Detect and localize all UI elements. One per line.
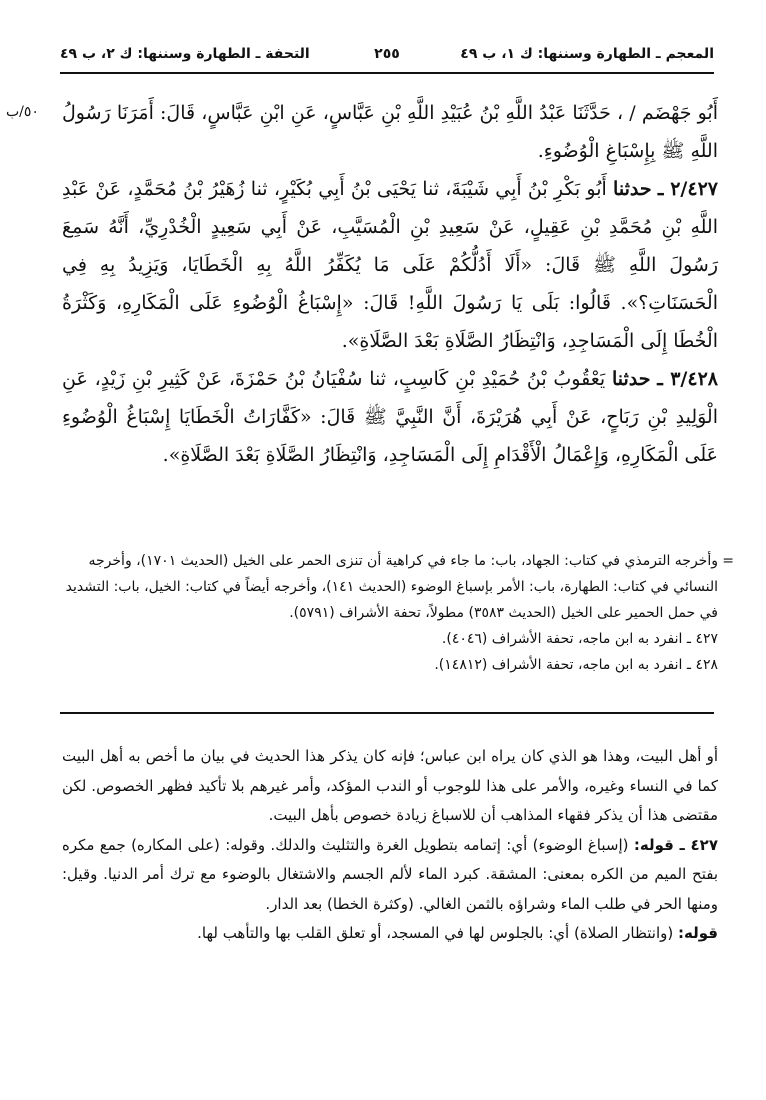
hadith-text-block (62, 94, 718, 474)
section-divider (60, 712, 714, 714)
reference-426: وأخرجه الترمذي في كتاب: الجهاد، باب: ما جاء في كراهية أن تنزى الحمر على الخيل (الحديث ١٧٠١)، وأخرجه النسائي في كتاب: الطهارة، باب: الأمر بإسباغ الوضوء (الحديث ١٤١)، وأخرجه أيضاً في كتاب: الخيل، باب: التشديد في حمل الحمير على الخيل (الحديث ٣٥٨٣) مطولاً، تحفة الأشراف (٥٧٩١). (65, 553, 718, 621)
header-rule (60, 72, 714, 74)
commentary-3-text: (وانتظار الصلاة) أي: بالجلوس لها في المسجد، أو تعلق القلب بها والتأهب لها. (197, 924, 674, 942)
commentary-paragraph-3 (62, 919, 718, 949)
commentary-paragraph-1: أو أهل البيت، وهذا هو الذي كان يراه ابن عباس؛ فإنه كان يذكر هذا الحديث في بيان ما أخص به أهل البيت كما في النساء وغيره، والأمر على هذا للوجوب أو الندب المؤكد، وأمر غيرهم بلا تأكيد فظهر الخصوص. لكن مقتضى هذا أن يذكر فقهاء المذاهب أن للاسباغ زيادة خصوص بأهل البيت. (62, 747, 718, 824)
hadith-426-tail: أَبُو جَهْضَم / ، حَدَّثَنَا عَبْدُ اللَّهِ بْنُ عُبَيْدِ اللَّهِ بْنِ عَبَّاسٍ، عَنِ ابْنِ عَبَّاسٍ، قَالَ: أَمَرَنَا رَسُولُ اللَّهِ ﷺ بِإِسْبَاغِ الْوُضُوءِ. (62, 102, 718, 162)
commentary-427-text: (إسباغ الوضوء) أي: إتمامه بتطويل الغرة والتثليث والدلك. وقوله: (على المكاره) جمع مكره بفتح الميم من الكره بمعنى: المشقة. كبرد الماء لألم الجسم والاشتغال بالوضوء مع ترك أمر الدنيا. وقيل: ومنها الحر في طلب الماء وشراؤه بالثمن الغالي. (وكثرة الخطا) بعد الدار. (62, 835, 718, 913)
page-number: ٢٥٥ (374, 46, 400, 62)
hadith-427 (62, 170, 718, 360)
reference-428: ٤٢٨ ـ انفرد به ابن ماجه، تحفة الأشراف (١٤٨١٢). (434, 657, 718, 673)
commentary-427-label: ٤٢٧ ـ قوله: (633, 835, 718, 854)
running-header (60, 40, 714, 74)
hadith-428-chain-start: حدثنا (611, 368, 651, 390)
side-folio-note: ٥٠/ب (6, 104, 39, 120)
hadith-427-chain-start: حدثنا (613, 178, 652, 200)
commentary-paragraph-2 (62, 831, 718, 920)
header-right-reference: المعجم ـ الطهارة وسننها: ك ١، ب ٤٩ (460, 46, 714, 62)
continuation-mark: = (722, 553, 734, 569)
hadith-428 (62, 360, 718, 474)
header-left-reference: التحفة ـ الطهارة وسننها: ك ٢، ب ٤٩ (60, 46, 310, 62)
hadith-427-text: أَبُو بَكْرِ بْنُ أَبِي شَيْبَةَ، ثنا يَحْيَى بْنُ أَبِي بُكَيْرٍ، ثنا زُهَيْرُ بْنُ مُحَمَّدٍ، عَنْ عَبْدِ اللَّهِ بْنِ مُحَمَّدِ بْنِ عَقِيلٍ، عَنْ سَعِيدِ بْنِ الْمُسَيَّبِ، عَنْ أَبِي سَعِيدٍ الْخُدْرِيِّ، أَنَّهُ سَمِعَ رَسُولَ اللَّهِ ﷺ قَالَ: «أَلَا أَدُلُّكُمْ عَلَى مَا يُكَفِّرُ اللَّهُ بِهِ الْخَطَايَا، وَيَزِيدُ بِهِ فِي الْحَسَنَاتِ؟». قَالُوا: بَلَى يَا رَسُولَ اللَّهِ! قَالَ: «إِسْبَاغُ الْوُضُوءِ عَلَى الْمَكَارِهِ، وَكَثْرَةُ الْخُطَا إِلَى الْمَسَاجِدِ، وَانْتِظَارُ الصَّلَاةِ بَعْدَ الصَّلَاةِ». (62, 178, 718, 352)
commentary-3-label: قوله: (678, 924, 718, 942)
hadith-428-number: ٣/٤٢٨ ـ (657, 368, 718, 390)
hadith-427-number: ٢/٤٢٧ ـ (657, 178, 718, 200)
hadith-428-text: يَعْقُوبُ بْنُ حُمَيْدِ بْنِ كَاسِبٍ، ثنا سُفْيَانُ بْنُ حَمْزَةَ، عَنْ كَثِيرِ بْنِ زَيْدٍ، عَنِ الْوَلِيدِ بْنِ رَبَاحٍ، عَنْ أَبِي هُرَيْرَةَ، أَنَّ النَّبِيَّ ﷺ قَالَ: «كَفَّارَاتُ الْخَطَايَا إِسْبَاغُ الْوُضُوءِ عَلَى الْمَكَارِهِ، وَإِعْمَالُ الْأَقْدَامِ إِلَى الْمَسَاجِدِ، وَانْتِظَارُ الصَّلَاةِ بَعْدَ الصَّلَاةِ». (62, 368, 718, 466)
references-section (62, 548, 734, 678)
reference-427: ٤٢٧ ـ انفرد به ابن ماجه، تحفة الأشراف (٤٠٤٦). (441, 631, 718, 647)
commentary-section (62, 742, 718, 949)
